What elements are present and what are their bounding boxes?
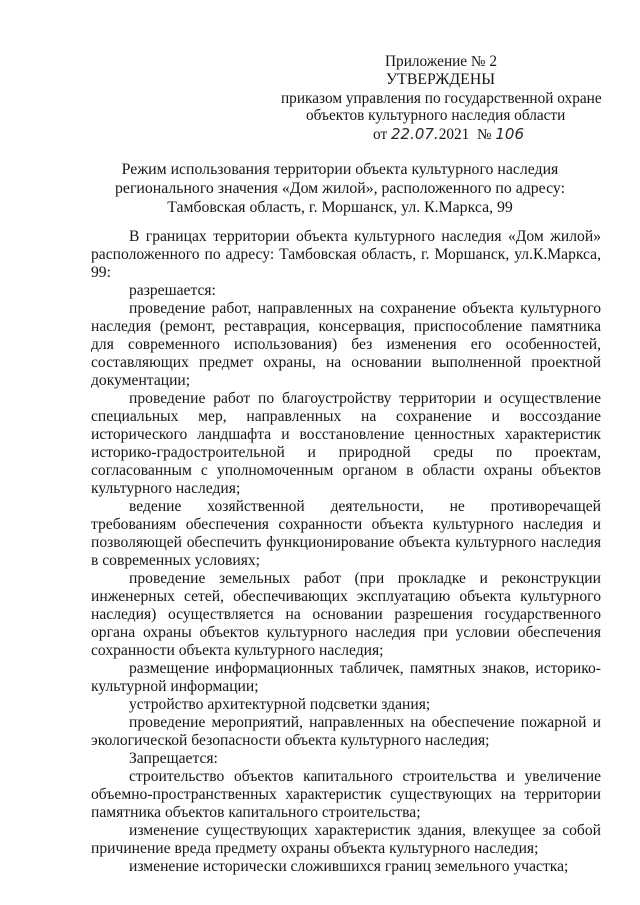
document-title — [60, 160, 620, 217]
permitted-item: проведение работ по благоустройству территории и осуществление специальных мер, направленных на сохранение и воссоздание исторического ландшафта и восстановление ценностных характеристик историко-градостроительной и природной среды по проектам, согласованным с уполномоченным органом в области охраны объектов культурного наследия; — [91, 390, 601, 497]
prohibited-item: изменение исторически сложившихся границ земельного участка; — [129, 858, 569, 875]
date-prefix: от — [373, 126, 388, 143]
title-line-1: Режим использования территории объекта культурного наследия — [121, 161, 559, 178]
order-line-2: объектов культурного наследия области — [306, 107, 566, 124]
permitted-item: ведение хозяйственной деятельности, не противоречащей требованиям обеспечения сохранности объекта культурного наследия и позволяющей обеспечить функционирование объекта культурного наследия в современных условиях; — [91, 498, 601, 569]
prohibited-heading: Запрещается: — [129, 750, 218, 767]
permitted-item: проведение мероприятий, направленных на обеспечение пожарной и экологической безопасности объекта культурного наследия; — [91, 714, 601, 749]
document-body — [91, 228, 601, 876]
permitted-item: проведение работ, направленных на сохранение объекта культурного наследия (ремонт, реставрация, консервация, приспособление памятника для современного использования) без изменения его особенностей, составляющих предмет охраны, на основании выполненной проектной документации; — [91, 300, 601, 389]
appendix-label: Приложение № 2 — [385, 53, 497, 70]
permitted-item: размещение информационных табличек, памятных знаков, историко-культурной информации; — [91, 660, 601, 695]
permitted-item: устройство архитектурной подсветки здания; — [129, 696, 431, 713]
prohibited-item: строительство объектов капитального строительства и увеличение объемно-пространственных характеристик существующих на территории памятника объектов капитального строительства; — [91, 768, 601, 821]
intro-paragraph: В границах территории объекта культурного наследия «Дом жилой» расположенного по адресу: Тамбовская область, г. Моршанск, ул.К.Маркса, 99: — [91, 228, 601, 281]
permitted-heading: разрешается: — [129, 282, 216, 299]
prohibited-item: изменение существующих характеристик здания, влекущее за собой причинение вреда предмету охраны объекта культурного наследия; — [91, 822, 601, 857]
approved-label: УТВЕРЖДЕНЫ — [386, 71, 496, 88]
title-line-2: регионального значения «Дом жилой», расположенного по адресу: — [115, 180, 565, 197]
order-line-1: приказом управления по государственной охране — [281, 90, 602, 107]
handwritten-date: 22.07. — [390, 125, 439, 143]
handwritten-number: 106 — [495, 125, 525, 143]
date-year: 2021 — [438, 126, 470, 143]
permitted-item: проведение земельных работ (при прокладке и реконструкции инженерных сетей, обеспечивающих эксплуатацию объекта культурного наследия) осуществляется на основании разрешения государственного органа охраны объектов культурного наследия при условии обеспечения сохранности объекта культурного наследия; — [91, 570, 601, 659]
number-prefix: № — [476, 126, 492, 143]
order-date-line — [373, 125, 524, 144]
title-line-3: Тамбовская область, г. Моршанск, ул. К.Маркса, 99 — [167, 199, 513, 216]
